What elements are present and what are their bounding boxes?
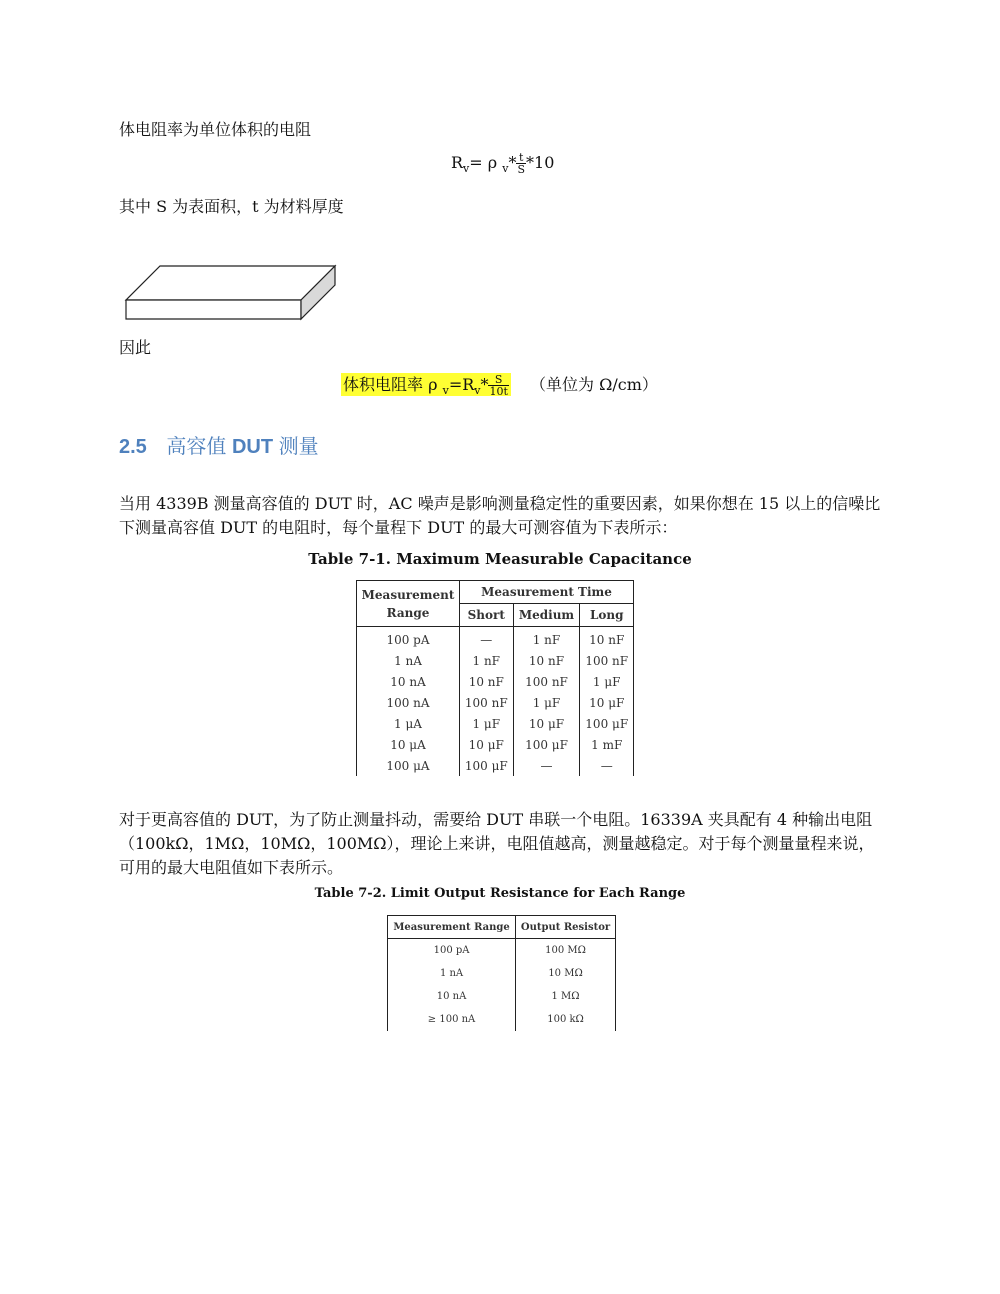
table1-cell: 10 nA — [357, 671, 460, 692]
table1-header-range: Measurement Range — [357, 581, 460, 627]
formula-eq: = ρ — [469, 153, 503, 172]
text-surface-thickness-note: 其中 S 为表面积，t 为材料厚度 — [119, 197, 344, 216]
table1-cell: — — [460, 627, 514, 651]
paragraph-capacitance-intro: 当用 4339B 测量高容值的 DUT 时，AC 噪声是影响测量稳定性的重要因素，如果你想在 15 以上的信噪比下测量高容值 DUT 的电阻时，每个量程下 DUT 的最大可测容值为下表所示： — [119, 494, 881, 537]
table-row — [388, 1008, 616, 1031]
table2-cell: 100 kΩ — [516, 1008, 616, 1031]
table1-cell: 100 nF — [580, 650, 634, 671]
material-slab-illustration — [120, 258, 342, 324]
slab-front-face — [126, 300, 301, 319]
heading-number: 2.5 — [119, 436, 147, 458]
table2-cell: 100 MΩ — [516, 939, 616, 963]
formula-r-subscript: v — [463, 162, 470, 175]
table-row — [357, 671, 634, 692]
table-row — [388, 985, 616, 1008]
slab-top-face — [126, 266, 335, 300]
table1-cell: 1 mF — [580, 734, 634, 755]
fraction2-denominator: 10t — [489, 385, 508, 398]
text-volume-resistivity-definition: 体电阻率为单位体积的电阻 — [119, 120, 312, 139]
table1-cell: 10 μF — [513, 713, 580, 734]
table1-subheader-short: Short — [460, 604, 514, 627]
formula2-op: * — [480, 375, 489, 394]
table1-cell: 10 μF — [460, 734, 514, 755]
table-row — [388, 939, 616, 963]
formula-rho-subscript: v — [502, 162, 509, 175]
table2-header-range: Measurement Range — [388, 916, 516, 939]
table1-cell: 1 nA — [357, 650, 460, 671]
table2-cell: 1 MΩ — [516, 985, 616, 1008]
table1-cell: 10 nF — [580, 627, 634, 651]
fraction2-numerator: S — [488, 374, 508, 386]
table1-header-time: Measurement Time — [460, 581, 634, 604]
formula-volume-resistivity — [341, 372, 658, 397]
table1-cell: 100 μA — [357, 755, 460, 776]
table1-cell: 1 nF — [460, 650, 514, 671]
table-row — [357, 627, 634, 651]
table1-cell: 100 nF — [513, 671, 580, 692]
table-row — [357, 713, 634, 734]
formula-op1: * — [508, 153, 517, 172]
table2-cell: 1 nA — [388, 962, 516, 985]
table1-cell: 10 μA — [357, 734, 460, 755]
table1-caption: Table 7-1. Maximum Measurable Capacitance — [308, 550, 692, 568]
heading-cn2: 测量 — [278, 434, 319, 458]
table2-caption: Table 7-2. Limit Output Resistance for Each Range — [314, 886, 686, 901]
table1-cell: 100 μF — [580, 713, 634, 734]
table-row — [357, 692, 634, 713]
formula2-label: 体积电阻率 ρ — [343, 375, 443, 394]
table1-cell: 10 μF — [580, 692, 634, 713]
formula2-rho-subscript: v — [442, 384, 449, 397]
table1-cell: 1 μA — [357, 713, 460, 734]
table1-cell: 10 nF — [460, 671, 514, 692]
formula-op2: *10 — [526, 153, 555, 172]
table2-cell: 100 pA — [388, 939, 516, 963]
table1-cell: 1 μF — [513, 692, 580, 713]
formula2-eq: =R — [448, 375, 475, 394]
table-max-capacitance — [356, 580, 634, 776]
text-therefore: 因此 — [119, 338, 152, 357]
table1-cell: 1 nF — [513, 627, 580, 651]
heading-cn: 高容值 — [166, 434, 227, 458]
paragraph-series-resistor: 对于更高容值的 DUT，为了防止测量抖动，需要给 DUT 串联一个电阻。16339A 夹具配有 4 种输出电阻（100kΩ，1MΩ，10MΩ，100MΩ），理论上来讲，电阻值越高，测量越稳定。对于每个测量量程来说，可用的最大电阻值如下表所示。 — [119, 810, 875, 877]
table1-cell: 100 μF — [513, 734, 580, 755]
table1-subheader-long: Long — [580, 604, 634, 627]
table-row — [357, 734, 634, 755]
formula-volume-resistance — [451, 152, 554, 175]
table1-body — [357, 627, 634, 777]
section-heading — [119, 430, 319, 459]
table1-cell: 100 nF — [460, 692, 514, 713]
table1-cell: 1 μF — [460, 713, 514, 734]
table2-cell: ≥ 100 nA — [388, 1008, 516, 1031]
table1-cell: — — [580, 755, 634, 776]
table-row — [357, 755, 634, 776]
table-limit-output-resistance — [387, 915, 616, 1031]
highlighted-formula — [341, 373, 511, 396]
table1-cell: — — [513, 755, 580, 776]
fraction-numerator: t — [516, 152, 526, 164]
table1-cell: 100 nA — [357, 692, 460, 713]
table1-cell: 100 μF — [460, 755, 514, 776]
table2-cell: 10 nA — [388, 985, 516, 1008]
table1-cell: 10 nF — [513, 650, 580, 671]
formula2-fraction — [488, 374, 508, 397]
table2-cell: 10 MΩ — [516, 962, 616, 985]
heading-dut: DUT — [231, 436, 274, 458]
table1-subheader-medium: Medium — [513, 604, 580, 627]
formula-fraction — [516, 152, 526, 175]
table1-cell: 1 μF — [580, 671, 634, 692]
table2-header-resistor: Output Resistor — [516, 916, 616, 939]
table1-cell: 100 pA — [357, 627, 460, 651]
formula2-r-subscript: v — [474, 384, 481, 397]
fraction-denominator: S — [517, 163, 526, 176]
formula2-unit: （单位为 Ω/cm） — [530, 375, 658, 394]
table-row — [388, 962, 616, 985]
formula-r: R — [451, 153, 464, 172]
table-row — [357, 650, 634, 671]
table2-body — [388, 939, 616, 1032]
